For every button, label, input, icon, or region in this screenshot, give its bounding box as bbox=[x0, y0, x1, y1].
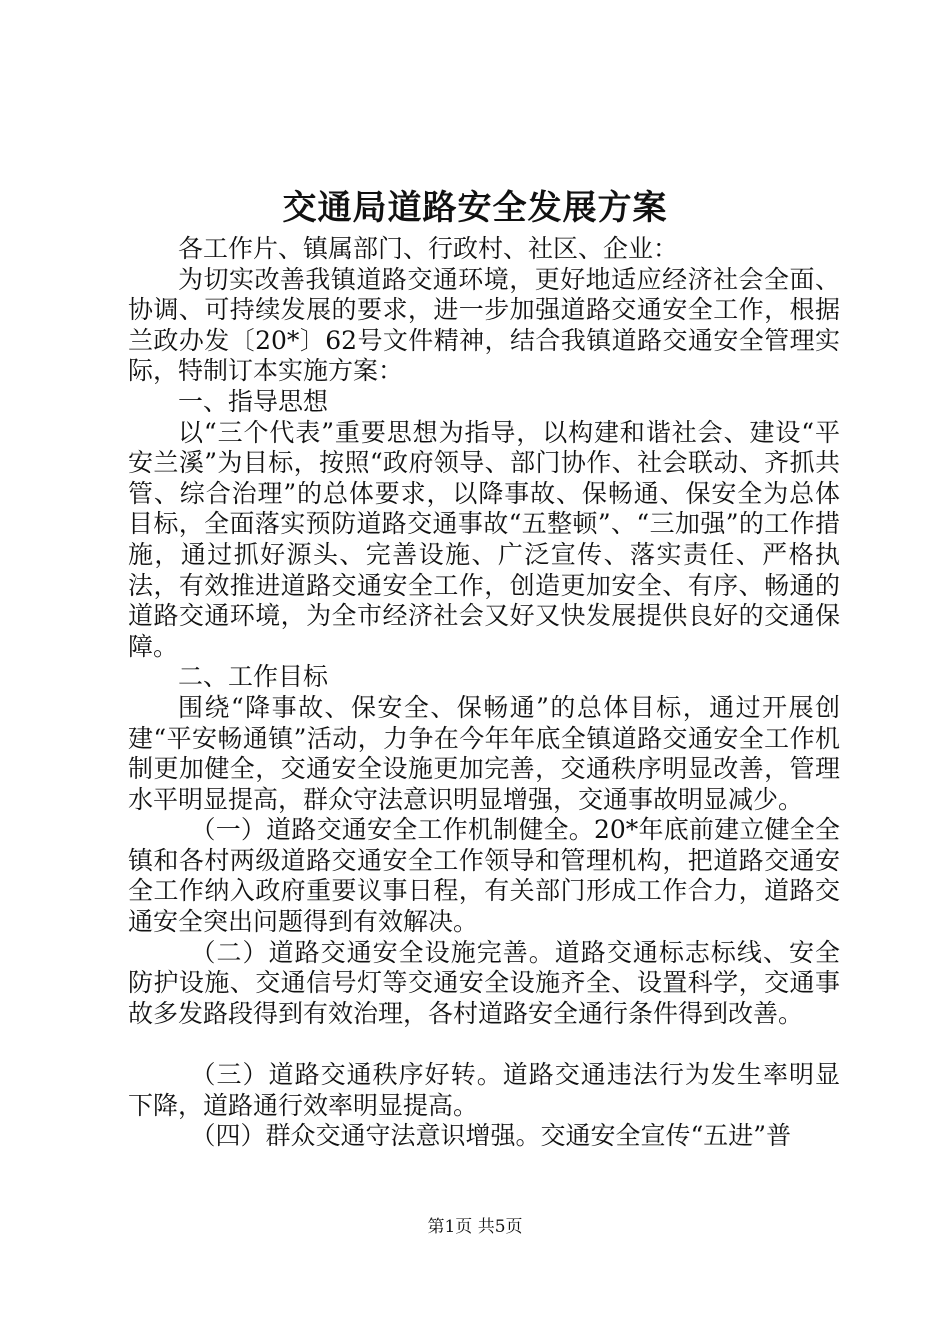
guiding-ideology-paragraph: 以“三个代表”重要思想为指导，以构建和谐社会、建设“平安兰溪”为目标，按照“政府领导、部门协作、社会联动、齐抓共管、综合治理”的总体要求，以降事故、保畅通、保安全为总体目标，全面落实预防道路交通事故“五整顿”、“三加强”的工作措施，通过抓好源头、完善设施、广泛宣传、落实责任、严格执法，有效推进道路交通安全工作，创造更加安全、有序、畅通的道路交通环境，为全市经济社会又好又快发展提供良好的交通保障。 bbox=[128, 417, 840, 661]
salutation-paragraph: 各工作片、镇属部门、行政村、社区、企业： bbox=[178, 234, 679, 263]
goal-item-3: （三）道路交通秩序好转。道路交通违法行为发生率明显下降，道路通行效率明显提高。 bbox=[128, 1060, 840, 1120]
section-heading-guiding-ideology: 一、指导思想 bbox=[178, 386, 329, 416]
page-number-footer: 第1页 共5页 bbox=[427, 1217, 523, 1237]
work-goals-paragraph: 围绕“降事故、保安全、保畅通”的总体目标，通过开展创建“平安畅通镇”活动，力争在今年年底全镇道路交通安全工作机制更加健全，交通安全设施更加完善，交通秩序明显改善，管理水平明显提高，群众守法意识明显增强，交通事故明显减少。 bbox=[128, 692, 840, 814]
goal-item-2: （二）道路交通安全设施完善。道路交通标志标线、安全防护设施、交通信号灯等交通安全设施齐全、设置科学，交通事故多发路段得到有效治理，各村道路安全通行条件得到改善。 bbox=[128, 937, 840, 1028]
intro-paragraph: 为切实改善我镇道路交通环境，更好地适应经济社会全面、协调、可持续发展的要求，进一步加强道路交通安全工作，根据兰政办发〔20*〕62号文件精神，结合我镇道路交通安全管理实际，特制订本实施方案： bbox=[128, 264, 840, 386]
goal-item-4: （四）群众交通守法意识增强。交通安全宣传“五进”普 bbox=[190, 1121, 792, 1151]
document-title: 交通局道路安全发展方案 bbox=[282, 188, 668, 228]
document-body bbox=[128, 234, 840, 1152]
section-heading-work-goals: 二、工作目标 bbox=[178, 662, 329, 692]
goal-item-1: （一）道路交通安全工作机制健全。20*年底前建立健全全镇和各村两级道路交通安全工作领导和管理机构，把道路交通安全工作纳入政府重要议事日程，有关部门形成工作合力，道路交通安全突出问题得到有效解决。 bbox=[128, 815, 840, 937]
